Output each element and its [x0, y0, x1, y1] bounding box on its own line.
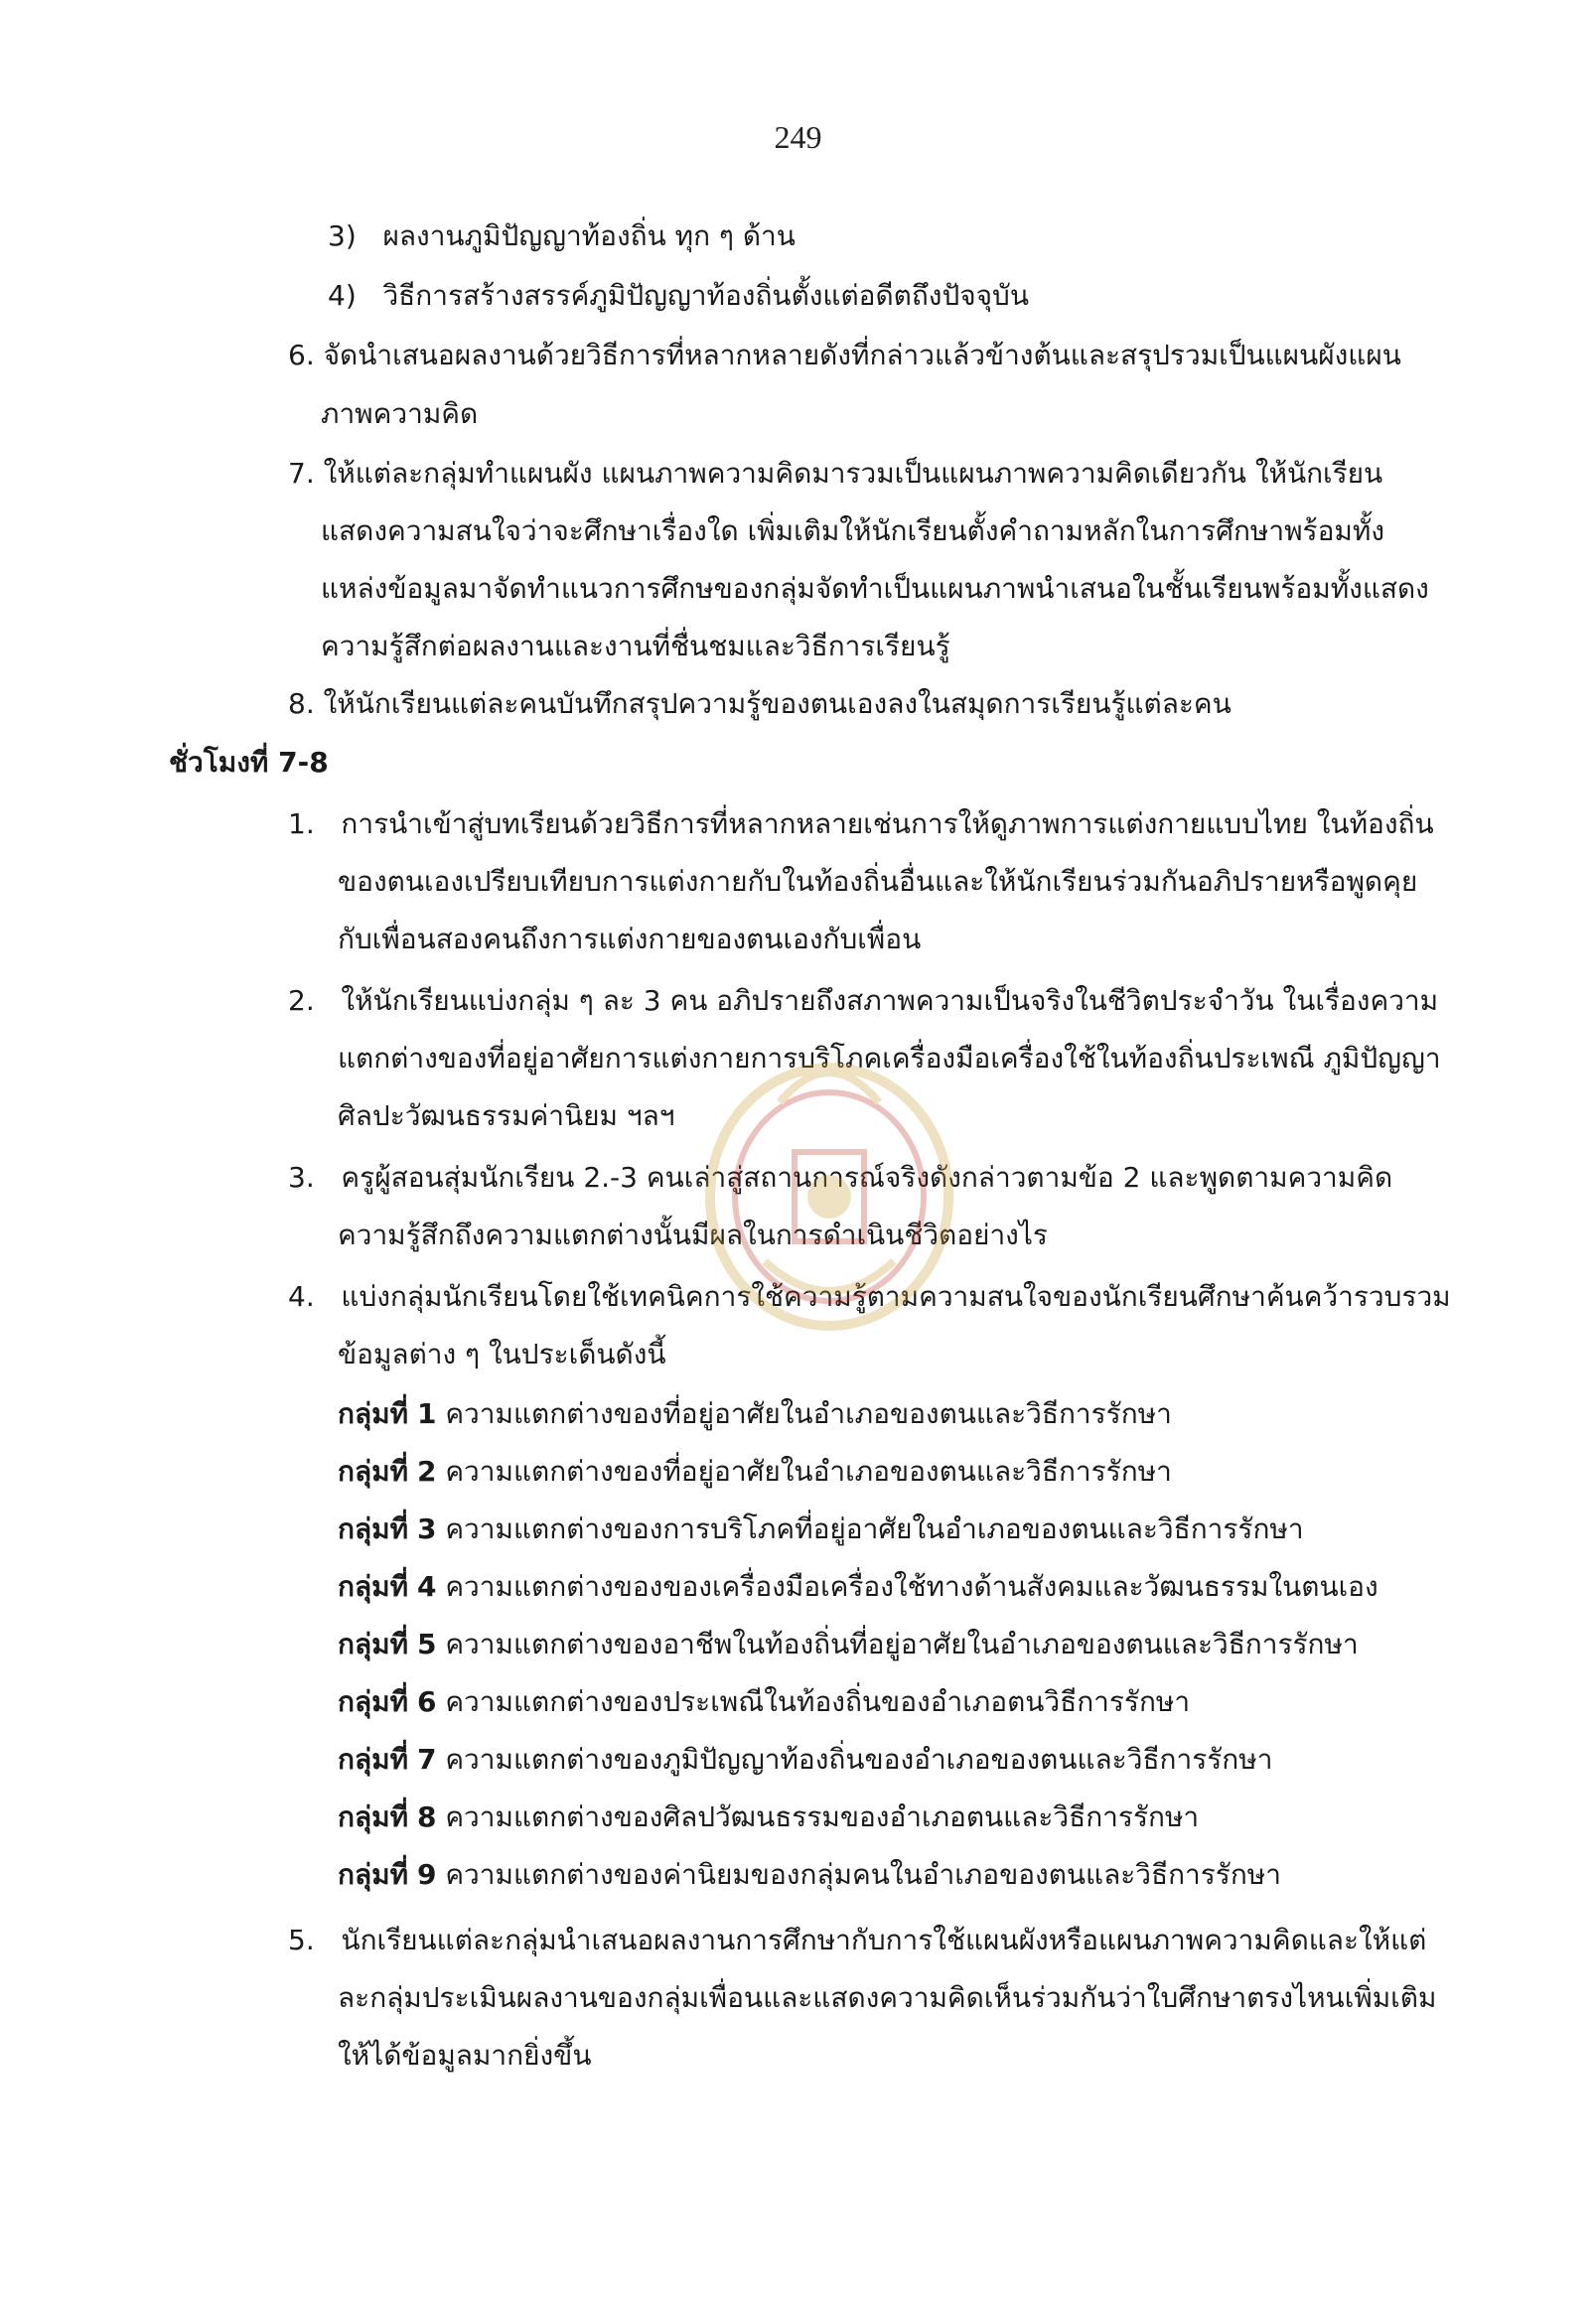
lower-step-4-line-1: 4. แบ่งกลุ่มนักเรียนโดยใช้เทคนิคการใช้ความรู้ตามความสนใจของนักเรียนศึกษาค้นคว้ารวบรวม	[288, 1280, 1451, 1313]
lower-step-5-line-2: ละกลุ่มประเมินผลงานของกลุ่มเพื่อนและแสดงความคิดเห็นร่วมกันว่าใบศึกษาตรงไหนเพิ่มเติม	[338, 1981, 1437, 2014]
group-item: กลุ่มที่ 5 ความแตกต่างของอาชีพในท้องถิ่นที่อยู่อาศัยในอำเภอของตนและวิธีการรักษา	[338, 1628, 1359, 1660]
group-item: กลุ่มที่ 8 ความแตกต่างของศิลปวัฒนธรรมของอำเภอตนและวิธีการรักษา	[338, 1800, 1200, 1833]
page-number: 249	[774, 119, 822, 155]
step-7-line-1: 7. ให้แต่ละกลุ่มทำแผนผัง แผนภาพความคิดมารวมเป็นแผนภาพความคิดเดียวกัน ให้นักเรียน	[288, 457, 1383, 490]
step-6-line-1: 6. จัดนำเสนอผลงานด้วยวิธีการที่หลากหลายดังที่กล่าวแล้วข้างต้นและสรุปรวมเป็นแผนผังแผน	[288, 339, 1401, 371]
step-7-line-4: ความรู้สึกต่อผลงานและงานที่ชื่นชมและวิธีการเรียนรู้	[321, 630, 950, 662]
group-item: กลุ่มที่ 9 ความแตกต่างของค่านิยมของกลุ่มคนในอำเภอของตนและวิธีการรักษา	[338, 1858, 1281, 1891]
group-item: กลุ่มที่ 7 ความแตกต่างของภูมิปัญญาท้องถิ่นของอำเภอของตนและวิธีการรักษา	[338, 1743, 1273, 1776]
lower-step-5-line-1: 5. นักเรียนแต่ละกลุ่มนำเสนอผลงานการศึกษากับการใช้แผนผังหรือแผนภาพความคิดและให้แต่	[288, 1924, 1427, 1956]
lower-step-2-line-2: แตกต่างของที่อยู่อาศัยการแต่งกายการบริโภคเครื่องมือเครื่องใช้ในท้องถิ่นประเพณี ภูมิปัญญา	[338, 1042, 1441, 1075]
group-item: กลุ่มที่ 1 ความแตกต่างของที่อยู่อาศัยในอำเภอของตนและวิธีการรักษา	[338, 1397, 1172, 1430]
lower-step-1-line-3: กับเพื่อนสองคนถึงการแต่งกายของตนเองกับเพื่อน	[338, 923, 922, 955]
lower-step-1-line-2: ของตนเองเปรียบเทียบการแต่งกายกับในท้องถิ่นอื่นและให้นักเรียนร่วมกันอภิปรายหรือพูดคุย	[338, 865, 1418, 898]
group-item: กลุ่มที่ 4 ความแตกต่างของของเครื่องมือเครื่องใช้ทางด้านสังคมและวัฒนธรรมในตนเอง	[338, 1570, 1378, 1603]
lower-step-2-line-3: ศิลปะวัฒนธรรมค่านิยม ฯลฯ	[338, 1099, 675, 1132]
lower-step-4-line-2: ข้อมูลต่าง ๆ ในประเด็นดังนี้	[338, 1338, 666, 1370]
group-item: กลุ่มที่ 3 ความแตกต่างของการบริโภคที่อยู่อาศัยในอำเภอของตนและวิธีการรักษา	[338, 1512, 1304, 1545]
step-7-line-3: แหล่งข้อมูลมาจัดทำแนวการศึกษของกลุ่มจัดทำเป็นแผนภาพนำเสนอในชั้นเรียนพร้อมทั้งแสดง	[321, 572, 1429, 605]
step-6-line-2: ภาพความคิด	[321, 397, 479, 430]
sub-list-item: 4) วิธีการสร้างสรรค์ภูมิปัญญาท้องถิ่นตั้งแต่อดีตถึงปัจจุบัน	[328, 279, 1029, 312]
group-item: กลุ่มที่ 6 ความแตกต่างของประเพณีในท้องถิ่นของอำเภอตนวิธีการรักษา	[338, 1685, 1191, 1718]
step-8-line-1: 8. ให้นักเรียนแต่ละคนบันทึกสรุปความรู้ของตนเองลงในสมุดการเรียนรู้แต่ละคน	[288, 687, 1232, 720]
lower-step-3-line-1: 3. ครูผู้สอนสุ่มนักเรียน 2.-3 คนเล่าสู่สถานการณ์จริงดังกล่าวตามข้อ 2 และพูดตามความคิด	[288, 1161, 1393, 1194]
lower-step-3-line-2: ความรู้สึกถึงความแตกต่างนั้นมีผลในการดำเนินชีวิตอย่างไร	[338, 1219, 1048, 1251]
lower-step-1-line-1: 1. การนำเข้าสู่บทเรียนด้วยวิธีการที่หลากหลายเช่นการให้ดูภาพการแต่งกายแบบไทย ในท้องถิ่น	[288, 807, 1434, 840]
group-item: กลุ่มที่ 2 ความแตกต่างของที่อยู่อาศัยในอำเภอของตนและวิธีการรักษา	[338, 1455, 1172, 1488]
section-heading: ชั่วโมงที่ 7-8	[169, 746, 329, 779]
lower-step-5-line-3: ให้ได้ข้อมูลมากยิ่งขึ้น	[338, 2039, 592, 2072]
step-7-line-2: แสดงความสนใจว่าจะศึกษาเรื่องใด เพิ่มเติมให้นักเรียนตั้งคำถามหลักในการศึกษาพร้อมทั้ง	[321, 514, 1384, 547]
sub-list-item: 3) ผลงานภูมิปัญญาท้องถิ่น ทุก ๆ ด้าน	[328, 219, 796, 252]
lower-step-2-line-1: 2. ให้นักเรียนแบ่งกลุ่ม ๆ ละ 3 คน อภิปรายถึงสภาพความเป็นจริงในชีวิตประจำวัน ในเรื่องความ	[288, 984, 1439, 1017]
